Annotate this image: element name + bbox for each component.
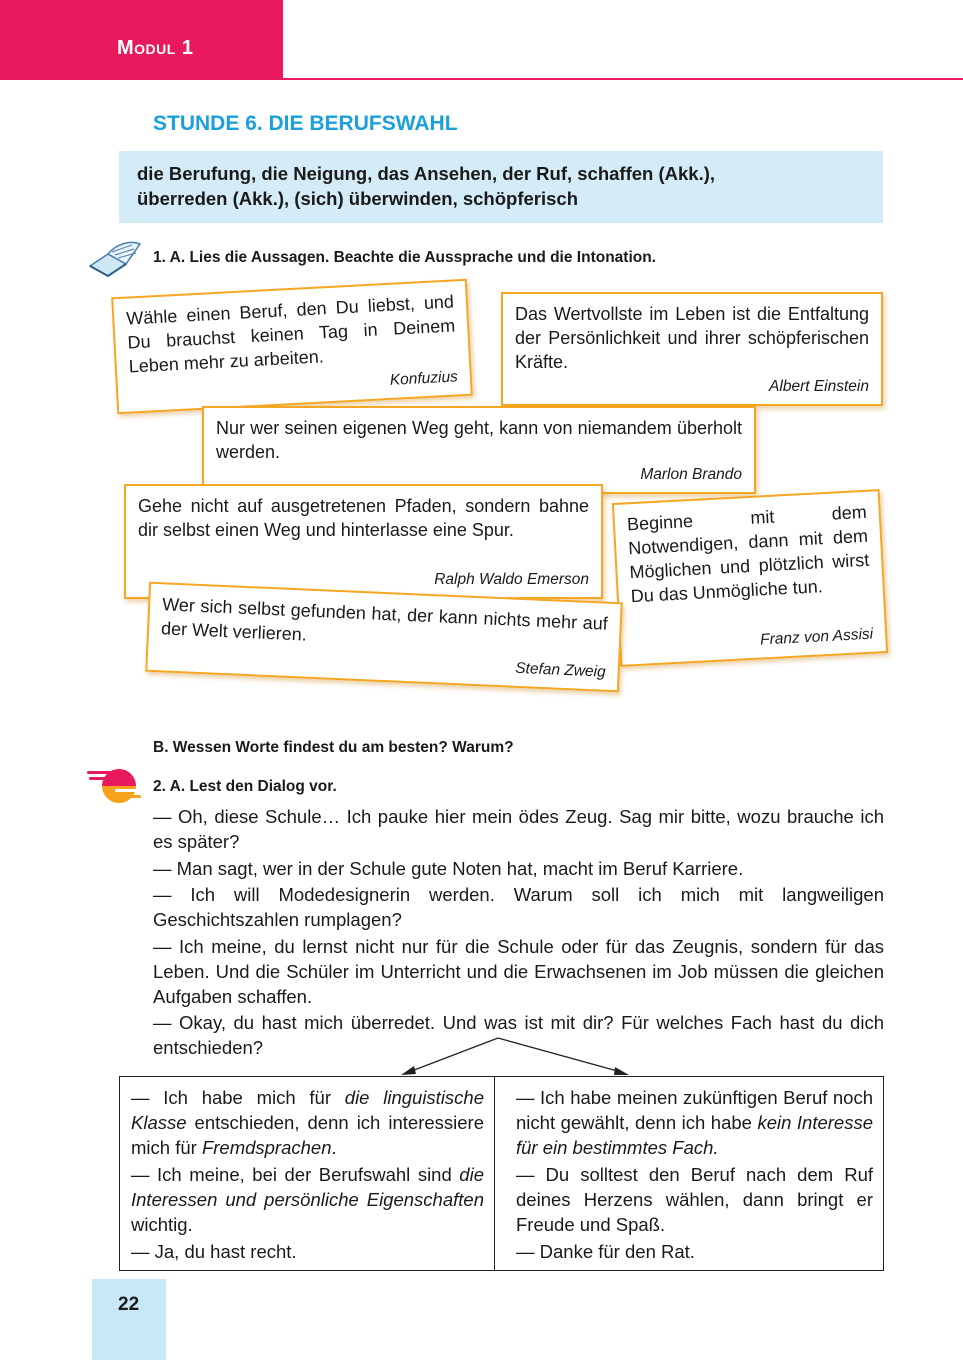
open-book-icon bbox=[86, 236, 144, 282]
quote-text: Beginne mit dem Notwendigen, dann mit dem Möglichen und plötzlich wirst Du das Unmögliche tun. bbox=[626, 501, 870, 607]
dialog-line: — Oh, diese Schule… Ich pauke hier mein ödes Zeug. Sag mir bitte, wozu brauche ich es später? bbox=[153, 806, 884, 852]
quote-card bbox=[145, 582, 622, 693]
dialog bbox=[153, 804, 884, 1062]
speaking-hands-icon bbox=[85, 764, 143, 806]
task-2a-instruction: 2. A. Lest den Dialog vor. bbox=[153, 778, 337, 795]
answer-options-table bbox=[119, 1076, 884, 1271]
quote-text: Gehe nicht auf ausgetretenen Pfaden, sondern bahne dir selbst einen Weg und hinterlasse eine Spur. bbox=[138, 496, 589, 540]
quote-text: Das Wertvollste im Leben ist die Entfaltung der Persönlichkeit und ihrer schöpferischen Kräfte. bbox=[515, 304, 869, 372]
dialog-line: — Okay, du hast mich überredet. Und was ist mit dir? Für welches Fach hast du dich entschieden? bbox=[153, 1012, 884, 1058]
answer-line: — Ich habe mich für die linguistische Klasse entschieden, denn ich interessiere mich für Fremdsprachen. bbox=[131, 1087, 485, 1158]
answer-line: — Ich meine, bei der Berufswahl sind die Interessen und persönliche Eigenschaften wichtig. bbox=[131, 1164, 484, 1235]
task-1b-instruction: B. Wessen Worte findest du am besten? Warum? bbox=[153, 739, 514, 756]
task-1a-instruction: 1. A. Lies die Aussagen. Beachte die Aussprache und die Intonation. bbox=[153, 249, 656, 266]
dialog-line: — Ich will Modedesignerin werden. Warum soll ich mich mit langweiligen Geschichtszahlen rumplagen? bbox=[153, 884, 884, 930]
dialog-line: — Man sagt, wer in der Schule gute Noten hat, macht im Beruf Karriere. bbox=[153, 857, 744, 879]
quote-card bbox=[501, 292, 883, 406]
lesson-title: STUNDE 6. DIE BERUFSWAHL bbox=[153, 112, 458, 135]
quote-text: Nur wer seinen eigenen Weg geht, kann von niemandem überholt werden. bbox=[216, 418, 742, 462]
quote-author: Konfuzius bbox=[389, 368, 459, 389]
quote-author: Stefan Zweig bbox=[514, 659, 607, 681]
branch-arrows bbox=[395, 1036, 635, 1078]
vocabulary-line: die Berufung, die Neigung, das Ansehen, der Ruf, schaffen (Akk.), bbox=[137, 163, 716, 184]
quote-card bbox=[202, 406, 756, 494]
vocabulary-box bbox=[119, 151, 883, 223]
quote-card bbox=[124, 484, 603, 599]
answer-line: — Du solltest den Beruf nach dem Ruf deines Herzens wählen, dann bringt er Freude und Spaß. bbox=[516, 1164, 873, 1235]
answer-option-left bbox=[120, 1077, 495, 1270]
quote-text: Wer sich selbst gefunden hat, der kann nichts mehr auf der Welt verlieren. bbox=[160, 594, 609, 645]
answer-line: — Danke für den Rat. bbox=[516, 1241, 695, 1262]
quote-author: Ralph Waldo Emerson bbox=[434, 571, 589, 588]
answer-option-right bbox=[495, 1077, 883, 1270]
quote-author: Marlon Brando bbox=[640, 466, 742, 483]
answer-line: — Ja, du hast recht. bbox=[131, 1241, 297, 1262]
page-number-box bbox=[92, 1279, 166, 1360]
vocabulary-line: überreden (Akk.), (sich) überwinden, schöpferisch bbox=[137, 188, 579, 209]
quote-text: Wähle einen Beruf, den Du liebst, und Du brauchst keinen Tag in Deinem Leben mehr zu arbeiten. bbox=[125, 291, 456, 377]
header-rule bbox=[283, 78, 963, 80]
module-label: Modul 1 bbox=[117, 37, 194, 59]
quote-author: Franz von Assisi bbox=[759, 625, 874, 649]
quote-author: Albert Einstein bbox=[769, 378, 869, 395]
page-number: 22 bbox=[118, 1294, 140, 1315]
quote-card bbox=[612, 489, 888, 667]
quote-card bbox=[111, 279, 473, 414]
dialog-line: — Ich meine, du lernst nicht nur für die Schule oder für das Zeugnis, sondern für das Leben. Und die Schüler im Unterricht und die Erwachsenen im Job müssen die gleichen Aufgaben schaffen. bbox=[153, 935, 884, 1007]
answer-line: — Ich habe meinen zukünftigen Beruf noch nicht gewählt, denn ich habe kein Interesse für ein bestimmtes Fach. bbox=[516, 1087, 873, 1158]
